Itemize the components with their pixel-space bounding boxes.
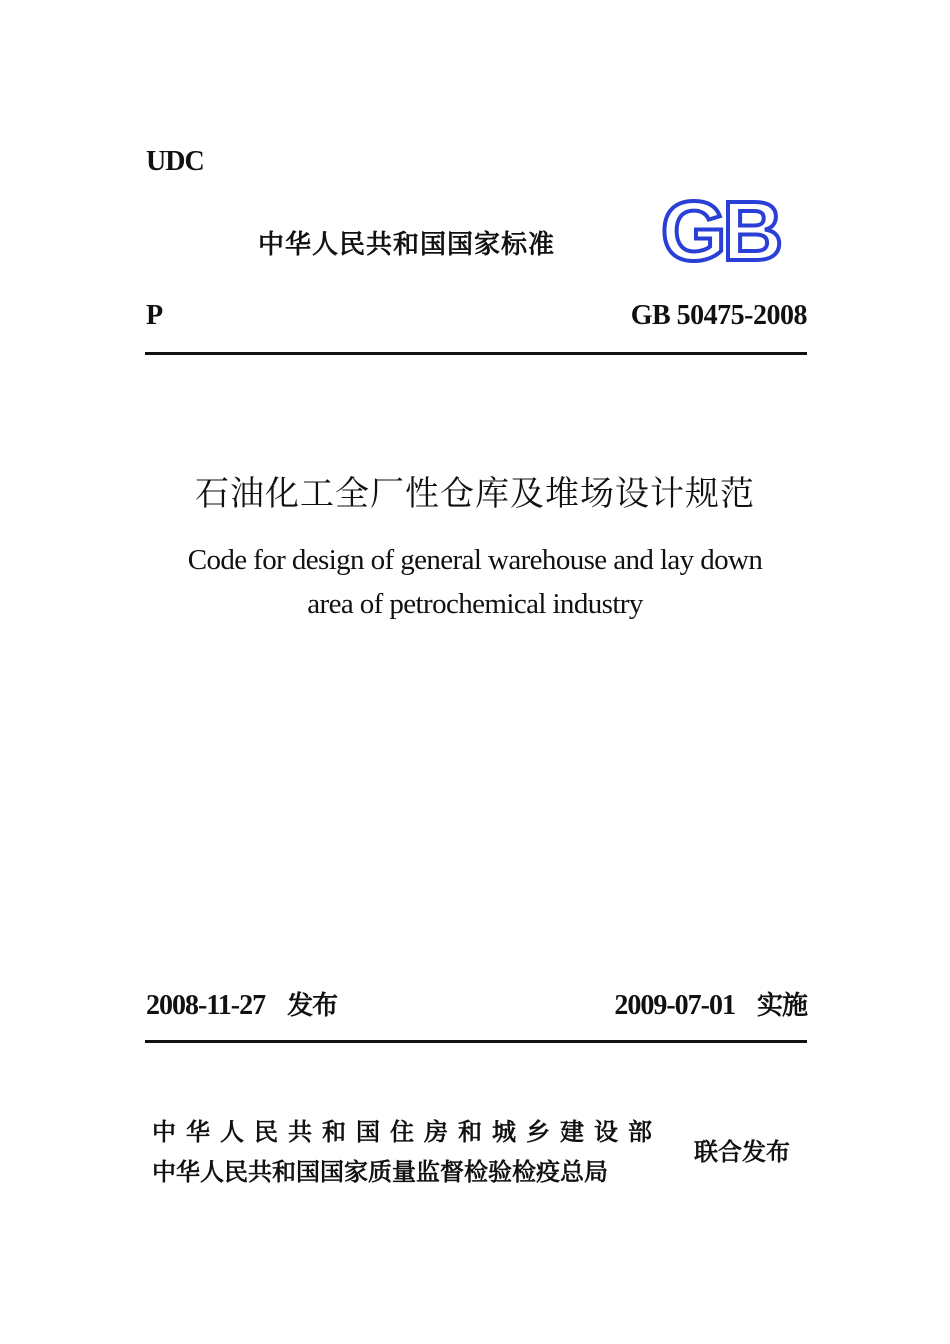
issue-date-block (146, 985, 337, 1022)
title-english-line2: area of petrochemical industry (307, 588, 643, 620)
issue-date: 2008-11-27 (146, 990, 266, 1021)
category-code: P (146, 300, 164, 331)
gb-logo (650, 194, 790, 270)
issuer-quality-supervision: 中华人民共和国国家质量监督检验检疫总局 (152, 1158, 608, 1186)
issue-label: 发布 (287, 991, 338, 1021)
bottom-divider (145, 1040, 807, 1043)
national-standard-label: 中华人民共和国国家标准 (258, 230, 556, 260)
joint-issue-label: 联合发布 (694, 1138, 790, 1166)
title-english (0, 538, 950, 626)
top-divider (145, 352, 807, 355)
implementation-date: 2009-07-01 (614, 990, 735, 1021)
title-english-line1: Code for design of general warehouse and lay down (187, 544, 763, 576)
issuer-ministry-housing: 中华人民共和国住房和城乡建设部 (152, 1118, 662, 1146)
title-chinese: 石油化工全厂性仓库及堆场设计规范 (195, 474, 755, 514)
implementation-date-block (614, 985, 807, 1022)
standard-number: GB 50475-2008 (630, 300, 807, 331)
implementation-label: 实施 (756, 991, 807, 1021)
gb-logo-text: GB (661, 194, 779, 270)
udc-code: UDC (146, 146, 204, 177)
